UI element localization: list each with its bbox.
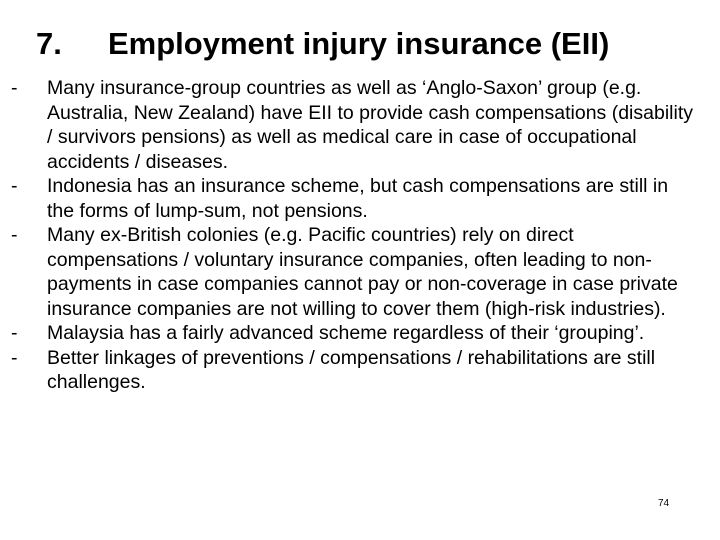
bullet-item bbox=[0, 346, 720, 395]
bullet-text: Indonesia has an insurance scheme, but cash compensations are still in the forms of lump-sum, not pensions. bbox=[47, 175, 669, 222]
bullet-item bbox=[0, 76, 720, 174]
bullet-marker: - bbox=[11, 224, 18, 246]
slide-title bbox=[0, 20, 720, 68]
bullet-list bbox=[0, 76, 720, 395]
bullet-text: Better linkages of preventions / compensations / rehabilitations are still challenges. bbox=[47, 346, 656, 393]
bullet-marker: - bbox=[11, 77, 18, 99]
bullet-marker: - bbox=[11, 346, 18, 369]
page-number: 74 bbox=[658, 498, 670, 509]
bullet-item bbox=[0, 174, 720, 223]
bullet-marker: - bbox=[11, 175, 18, 197]
section-number: 7. bbox=[36, 26, 62, 61]
bullet-text: Many ex-British colonies (e.g. Pacific countries) rely on direct compensations / voluntary insurance companies, often leading to non-payments in case companies cannot pay or non-coverage in case private insurance companies are not willing to cover them (high-risk industries). bbox=[47, 224, 678, 320]
bullet-item bbox=[0, 223, 720, 321]
bullet-marker: - bbox=[11, 322, 18, 344]
bullet-text: Malaysia has a fairly advanced scheme regardless of their ‘grouping’. bbox=[47, 322, 645, 344]
bullet-text: Many insurance-group countries as well as ‘Anglo-Saxon’ group (e.g. Australia, New Zealand) have EII to provide cash compensations (disability / survivors pensions) as well as medical care in case of occupational accidents / diseases. bbox=[47, 77, 693, 173]
title-text: Employment injury insurance (EII) bbox=[108, 26, 610, 61]
bullet-item bbox=[0, 321, 720, 346]
